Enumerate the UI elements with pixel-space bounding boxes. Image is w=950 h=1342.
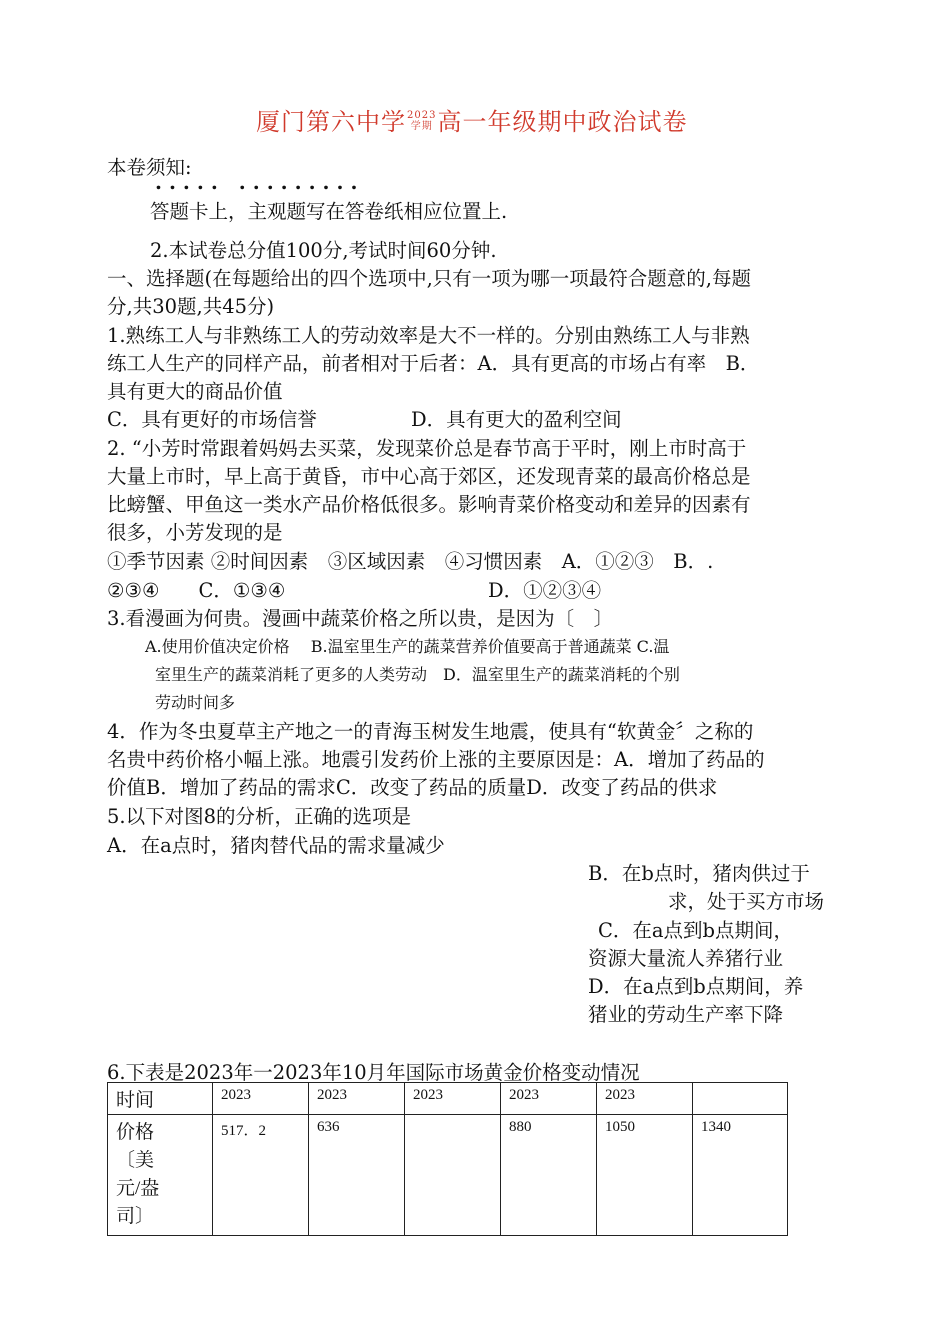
table-cell-price: [405, 1115, 501, 1236]
q2-line-3: 比螃蟹、甲鱼这一类水产品价格低很多。影响青菜价格变动和差异的因素有: [107, 493, 751, 516]
q4-line-2: 名贵中药价格小幅上涨。地震引发药价上涨的主要原因是：A．增加了药品的: [107, 748, 765, 771]
q5-option-b-line-2: 求，处于买方市场: [668, 890, 825, 913]
q2-line-4: 很多，小芳发现的是: [107, 521, 283, 544]
q5-option-b-line-1: B．在b点时，猪肉供过于: [588, 862, 810, 885]
title-superscript: 2023 学期: [407, 109, 437, 132]
q5-option-a: A．在a点时，猪肉替代品的需求量减少: [107, 834, 445, 857]
table-cell-price: 517．2: [213, 1115, 309, 1236]
q3-line-3: 室里生产的蔬菜消耗了更多的人类劳动 D．温室里生产的蔬菜消耗的个别: [155, 665, 680, 684]
table-cell-year: [693, 1083, 788, 1115]
table-cell-price: 1050: [597, 1115, 693, 1236]
table-row: [108, 1083, 788, 1115]
q1-option-c: C．具有更好的市场信誉: [107, 408, 317, 431]
q4-line-3: 价值B．增加了药品的需求C．改变了药品的质量D．改变了药品的供求: [107, 776, 718, 799]
q4-line-1: 4．作为冬虫夏草主产地之一的青海玉树发生地震，使具有“软黄金〞之称的: [107, 720, 754, 743]
notice-line-2: 2.本试卷总分值100分,考试时间60分钟.: [150, 239, 497, 262]
page-title: [256, 102, 687, 137]
q2-option-d: D．①②③④: [488, 579, 602, 602]
notice-dots: ..... .........: [155, 170, 365, 194]
q3-line-1: 3.看漫画为何贵。漫画中蔬菜价格之所以贵，是因为〔 〕: [107, 607, 614, 630]
q5-option-c-line-2: 资源大量流人养猪行业: [588, 947, 784, 970]
q6-line-1: 6.下表是2023年一2023年10月年国际市场黄金价格变动情况: [107, 1061, 640, 1084]
table-header-price: 价格 〔美 元/盎 司〕: [108, 1115, 213, 1236]
q1-line-2: 练工人生产的同样产品，前者相对于后者：A．具有更高的市场占有率 B．: [107, 352, 760, 375]
q5-option-c-line-1: C．在a点到b点期间，: [598, 919, 794, 942]
notice-heading: 本卷须知:: [107, 156, 192, 179]
q2-line-2: 大量上市时，早上高于黄昏，市中心高于郊区，还发现青菜的最高价格总是: [107, 465, 751, 488]
title-part2: 高一年级期中政治试卷: [437, 108, 688, 136]
table-cell-year: 2023: [597, 1083, 693, 1115]
q2-line-1: 2. “小芳时常跟着妈妈去买菜，发现菜价总是春节高于平时，刚上市时高于: [107, 437, 747, 460]
table-cell-price: 1340: [693, 1115, 788, 1236]
table-cell-price: 636: [309, 1115, 405, 1236]
q5-line-1: 5.以下对图8的分析，正确的选项是: [107, 805, 412, 828]
q5-option-d-line-2: 猪业的劳动生产率下降: [588, 1003, 784, 1026]
table-header-time: 时间: [108, 1083, 213, 1115]
table-row: [108, 1115, 788, 1236]
table-cell-year: 2023: [405, 1083, 501, 1115]
q1-option-d: D．具有更大的盈利空间: [411, 408, 622, 431]
table-cell-year: 2023: [309, 1083, 405, 1115]
title-part1: 厦门第六中学: [256, 108, 406, 136]
q5-option-d-line-1: D．在a点到b点期间，养: [588, 975, 804, 998]
table-cell-year: 2023: [501, 1083, 597, 1115]
q3-line-2: A.使用价值决定价格 B.温室里生产的蔬菜营养价值要高于普通蔬菜 C.温: [145, 637, 670, 656]
q2-option-bc: ②③④ C．①③④: [107, 579, 286, 602]
notice-line-1: 答题卡上，主观题写在答卷纸相应位置上.: [150, 200, 508, 223]
q3-line-4: 劳动时间多: [155, 693, 236, 712]
gold-price-table: [107, 1082, 788, 1236]
table-cell-year: 2023: [213, 1083, 309, 1115]
section-heading-line-2: 分,共30题,共45分): [107, 295, 275, 318]
q1-line-1: 1.熟练工人与非熟练工人的劳动效率是大不一样的。分别由熟练工人与非熟: [107, 324, 750, 347]
q1-line-3: 具有更大的商品价值: [107, 380, 283, 403]
section-heading-line-1: 一、选择题(在每题给出的四个选项中,只有一项为哪一项最符合题意的,每题: [107, 267, 752, 290]
table-cell-price: 880: [501, 1115, 597, 1236]
q2-line-5: ①季节因素 ②时间因素 ③区域因素 ④习惯因素 A．①②③ B．.: [107, 550, 714, 573]
